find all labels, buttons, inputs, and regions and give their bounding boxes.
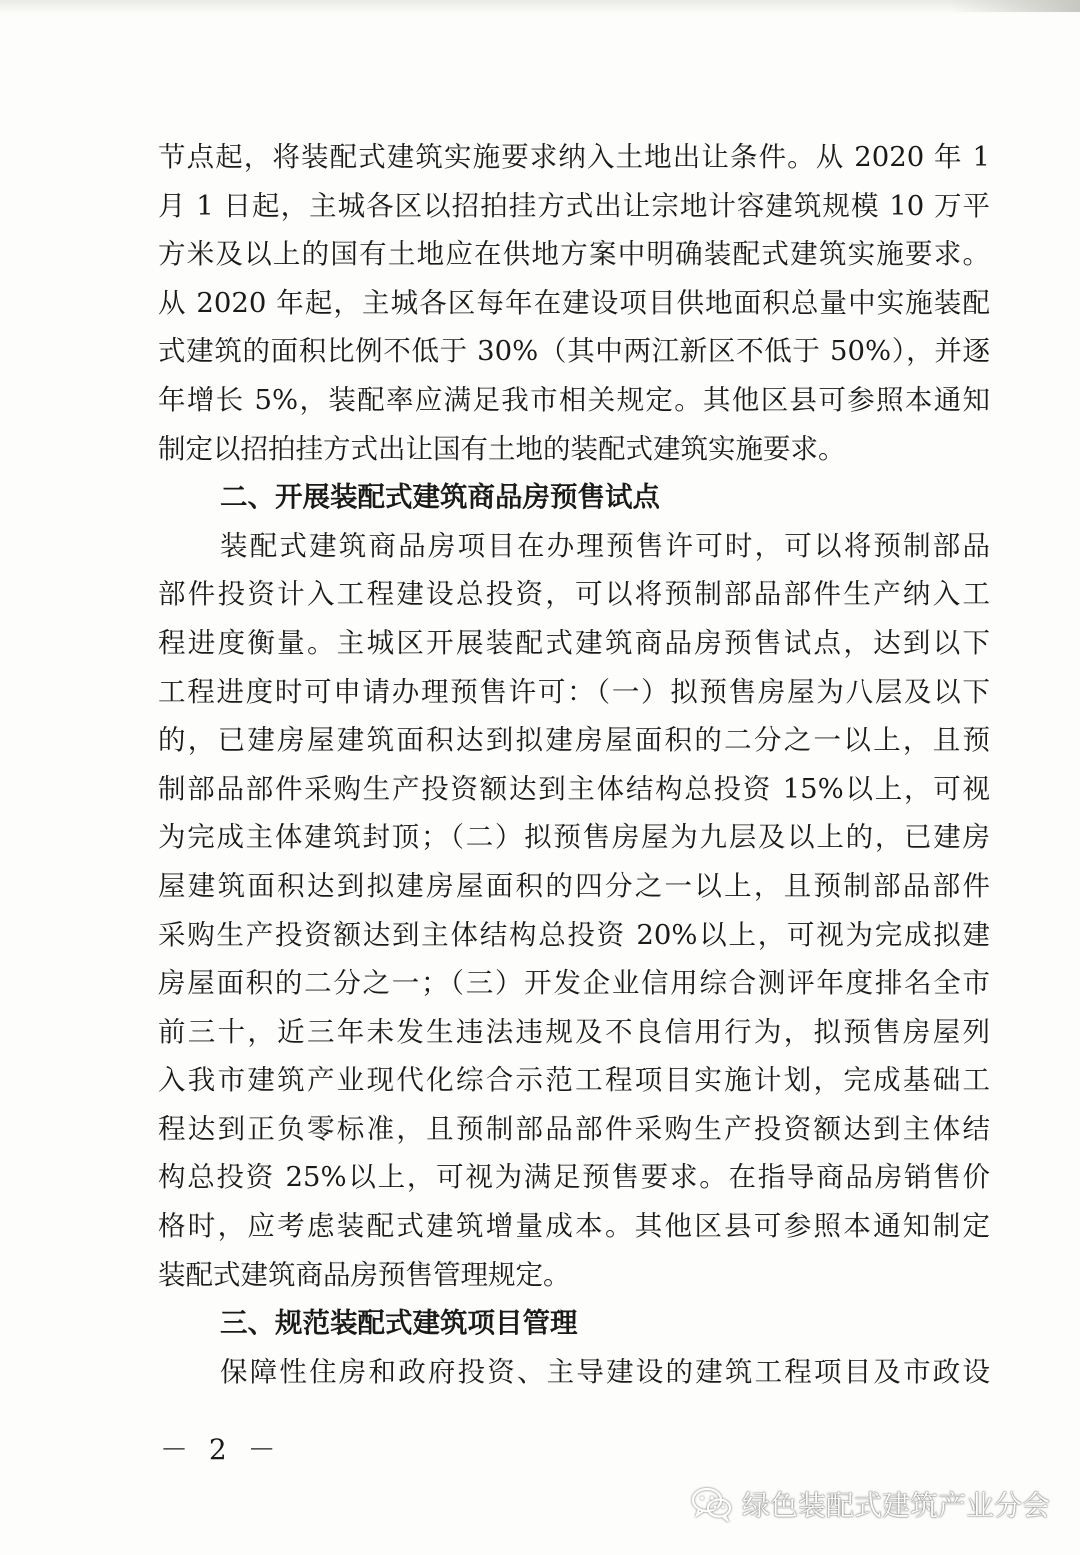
text-line: 前三十，近三年未发生违法违规及不良信用行为，拟预售房屋列 [158,1015,990,1048]
text-line: 从 2020 年起，主城各区每年在建设项目供地面积总量中实施装配 [158,286,990,319]
text-line: 程进度衡量。主城区开展装配式建筑商品房预售试点，达到以下 [158,626,990,659]
watermark-text: 绿色装配式建筑产业分会 [742,1489,1051,1522]
section-heading: 二、开展装配式建筑商品房预售试点 [220,481,660,514]
text-line: 工程进度时可申请办理预售许可：（一）拟预售房屋为八层及以下 [158,675,990,708]
text-line: 为完成主体建筑封顶；（二）拟预售房屋为九层及以上的，已建房 [158,821,990,854]
section-heading: 三、规范装配式建筑项目管理 [220,1307,578,1340]
text-line: 采购生产投资额达到主体结构总投资 20%以上，可视为完成拟建 [158,918,990,951]
text-line: 构总投资 25%以上，可视为满足预售要求。在指导商品房销售价 [158,1161,990,1194]
text-line: 房屋面积的二分之一；（三）开发企业信用综合测评年度排名全市 [158,967,990,1000]
text-line: 制部品部件采购生产投资额达到主体结构总投资 15%以上，可视 [158,772,990,805]
text-line: 的，已建房屋建筑面积达到拟建房屋面积的二分之一以上，且预 [158,724,990,757]
text-line: 屋建筑面积达到拟建房屋面积的四分之一以上，且预制部品部件 [158,869,990,902]
text-line: 装配式建筑商品房项目在办理预售许可时，可以将预制部品 [220,529,990,562]
text-line: 部件投资计入工程建设总投资，可以将预制部品部件生产纳入工 [158,578,990,611]
text-line: 式建筑的面积比例不低于 30%（其中两江新区不低于 50%），并逐 [158,335,990,368]
text-line: 程达到正负零标准，且预制部品部件采购生产投资额达到主体结 [158,1112,990,1145]
wechat-icon [690,1485,734,1523]
text-line: 保障性住房和政府投资、主导建设的建筑工程项目及市政设 [220,1355,990,1388]
page-number: － 2 － [160,1433,282,1466]
text-line: 方米及以上的国有土地应在供地方案中明确装配式建筑实施要求。 [158,238,990,271]
text-line: 入我市建筑产业现代化综合示范工程项目实施计划，完成基础工 [158,1064,990,1097]
text-line: 年增长 5%，装配率应满足我市相关规定。其他区县可参照本通知 [158,383,990,416]
document-body [158,133,990,1396]
scan-edge-shadow [0,0,1080,14]
text-line: 格时，应考虑装配式建筑增量成本。其他区县可参照本通知制定 [158,1210,990,1243]
text-line: 制定以招拍挂方式出让国有土地的装配式建筑实施要求。 [158,432,846,465]
scan-corner-mark [950,0,1080,12]
text-line: 节点起，将装配式建筑实施要求纳入土地出让条件。从 2020 年 1 [158,141,990,173]
text-line: 月 1 日起，主城各区以招拍挂方式出让宗地计容建筑规模 10 万平 [158,189,990,222]
watermark [690,1484,1050,1524]
text-line: 装配式建筑商品房预售管理规定。 [158,1258,571,1291]
